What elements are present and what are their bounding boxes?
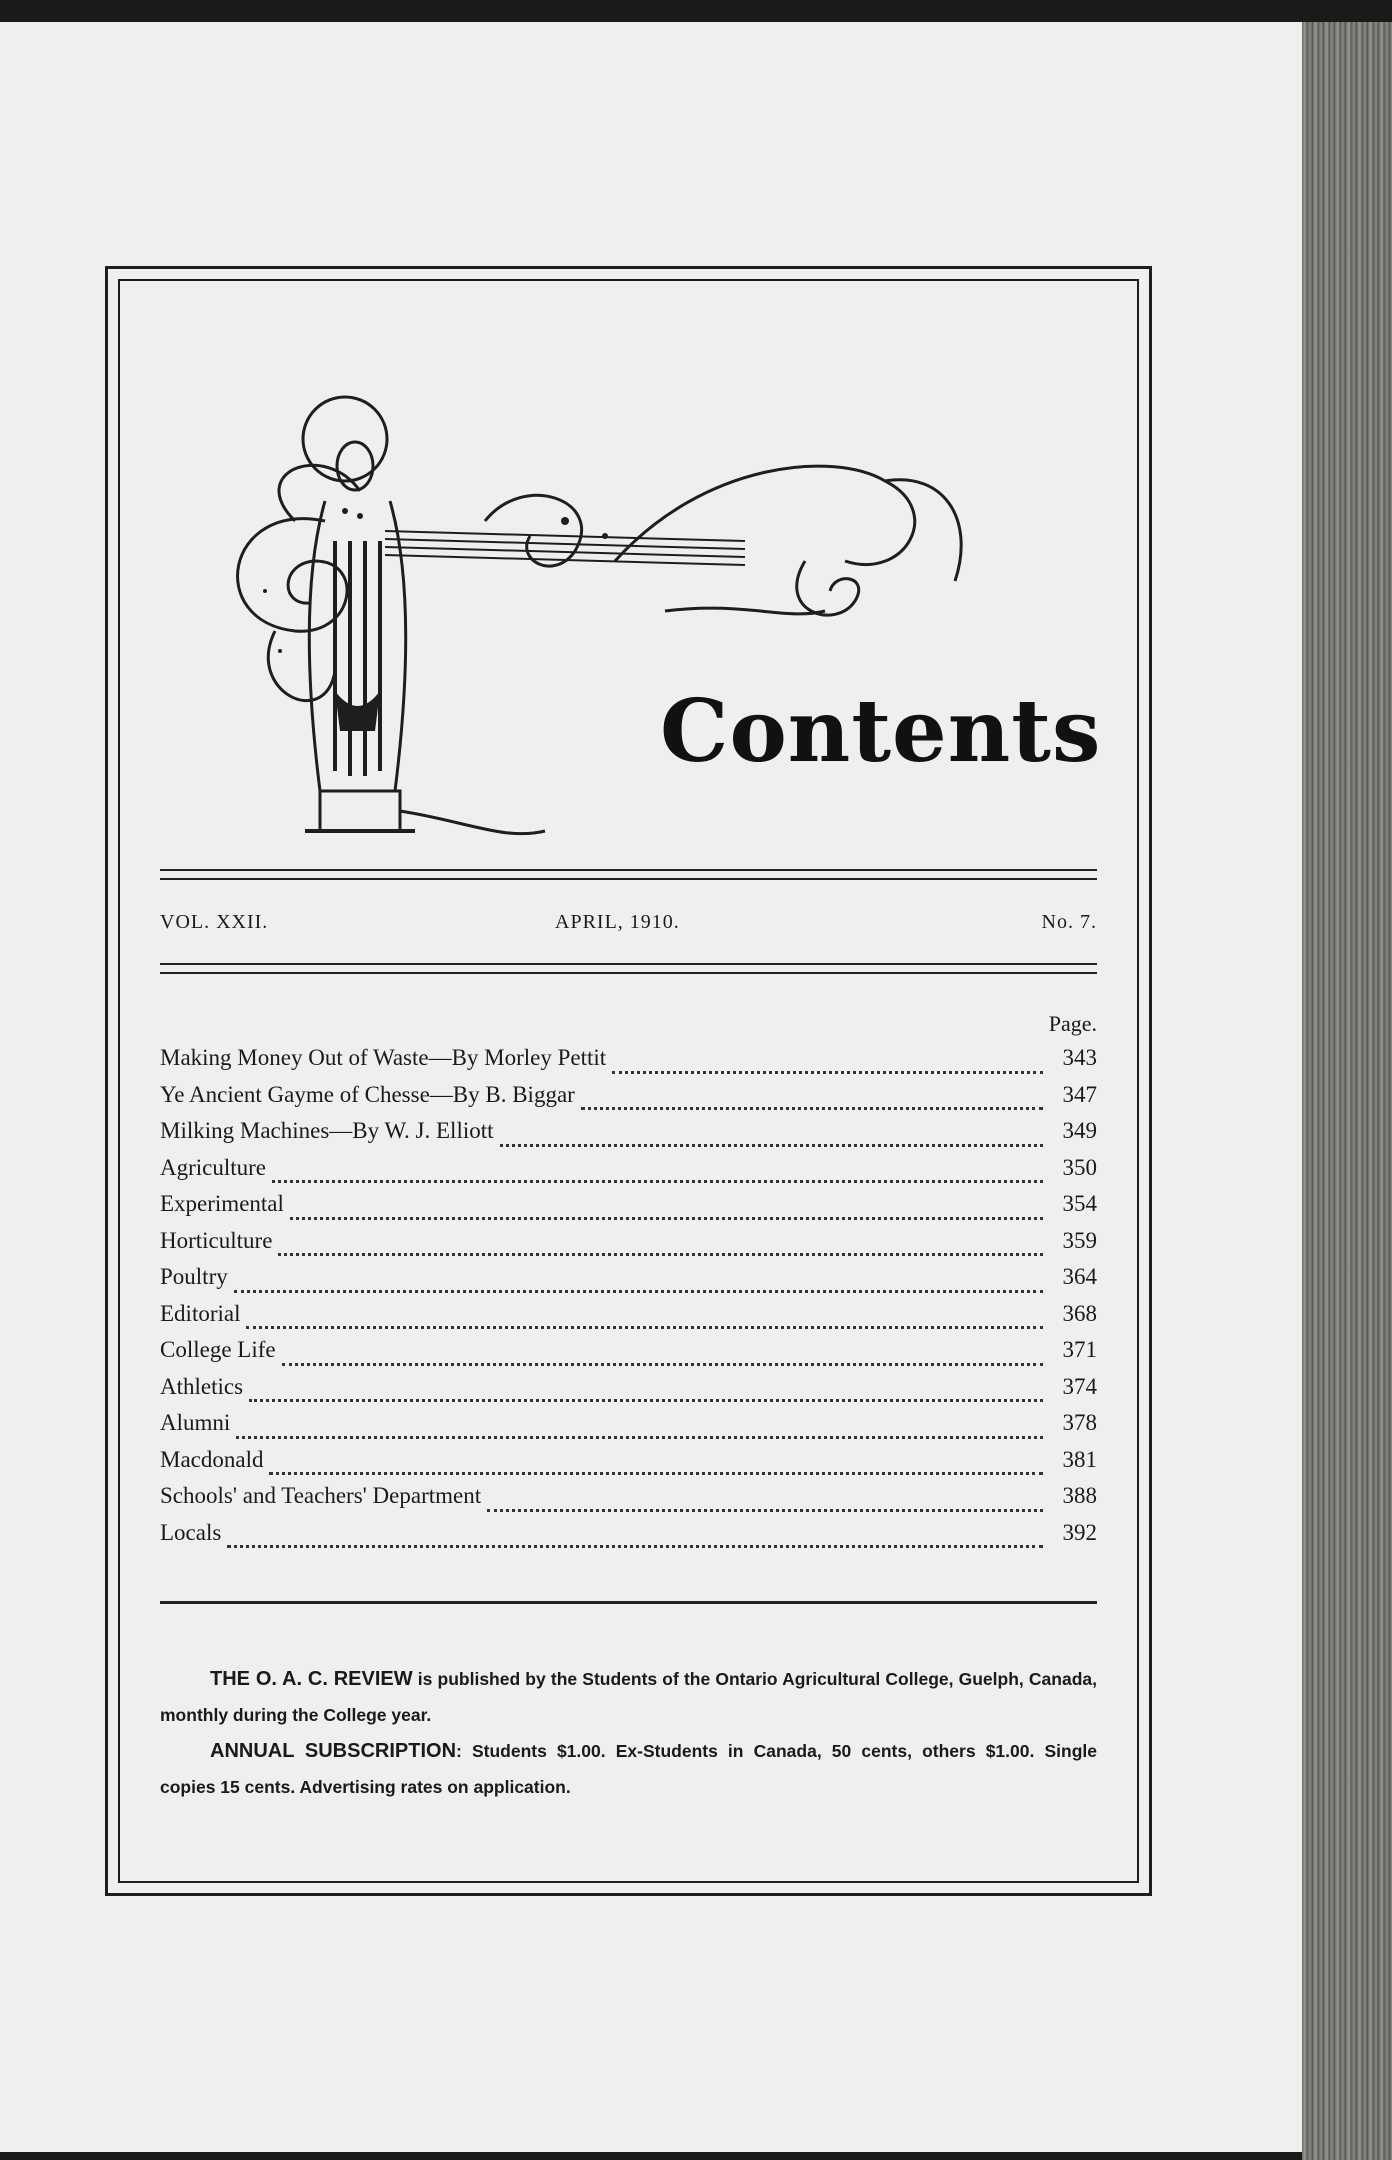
toc-entry [160,1337,1097,1374]
toc-entry-title: Alumni [160,1410,231,1435]
dot-leader [278,1253,1043,1256]
dot-leader [612,1071,1043,1074]
toc-entry-page: 354 [1062,1191,1097,1216]
toc-entry-page: 359 [1062,1227,1097,1253]
page-column-header: Page. [1048,1011,1097,1036]
toc-entry [160,1301,1097,1338]
table-of-contents [160,1045,1097,1556]
toc-entry-title: Agriculture [160,1154,267,1180]
toc-entry-page: 349 [1062,1118,1097,1143]
toc-entry-page: 364 [1062,1264,1097,1289]
dot-leader [236,1436,1043,1439]
toc-entry-title: Experimental [160,1191,284,1216]
toc-entry [160,1520,1097,1557]
toc-entry [160,1374,1097,1411]
inner-border [118,279,1139,1883]
dot-leader [269,1472,1043,1475]
toc-entry-title: Horticulture [160,1227,273,1253]
dot-leader [487,1509,1043,1512]
toc-entry-page: 381 [1062,1446,1097,1472]
publication-text: is published by the Students of the Ontario Agricultural College, Guelph, Canada, monthly during the College year. [160,1669,1097,1725]
toc-entry [160,1045,1097,1082]
toc-entry-title: Ye Ancient Gayme of Chesse—By B. Biggar [160,1081,575,1107]
toc-entry-title: Macdonald [160,1446,264,1472]
divider-top [160,869,1097,880]
subscription-text: : Students $1.00. Ex-Students in Canada, 50 cents, others $1.00. Single copies 15 cents. Advertising rates on application. [160,1741,1097,1797]
book-page-edges [1302,22,1392,2160]
toc-entry [160,1483,1097,1520]
toc-entry [160,1228,1097,1265]
dot-leader [234,1290,1043,1293]
toc-entry-title: College Life [160,1337,276,1362]
subscription-notice [160,1733,1097,1805]
toc-entry-page: 350 [1062,1154,1097,1180]
toc-entry-title: Making Money Out of Waste—By Morley Pettit [160,1045,607,1070]
toc-entry-title: Locals [160,1519,222,1545]
toc-entry [160,1118,1097,1155]
toc-entry-title: Milking Machines—By W. J. Elliott [160,1118,494,1143]
issue-number: No. 7. [1041,911,1097,933]
dot-leader [272,1180,1043,1183]
toc-entry-page: 368 [1062,1300,1097,1326]
subscription-heading: ANNUAL SUBSCRIPTION [210,1740,457,1762]
toc-entry-page: 374 [1062,1373,1097,1399]
toc-entry-page: 392 [1062,1519,1097,1545]
divider-middle [160,963,1097,974]
toc-entry [160,1191,1097,1228]
page-title: Contents [660,681,1102,782]
toc-entry-title: Editorial [160,1300,241,1326]
toc-entry [160,1447,1097,1484]
dot-leader [290,1217,1043,1220]
toc-entry-page: 388 [1062,1483,1097,1508]
toc-entry-title: Schools' and Teachers' Department [160,1483,482,1508]
divider-bottom [160,1601,1097,1604]
page-border [105,266,1152,1896]
scanned-page [0,22,1302,2152]
toc-entry [160,1264,1097,1301]
toc-entry [160,1410,1097,1447]
publication-notice [160,1661,1097,1733]
volume: VOL. XXII. [160,911,269,933]
toc-entry-page: 378 [1062,1410,1097,1435]
toc-entry-title: Poultry [160,1264,228,1289]
dot-leader [246,1326,1043,1329]
toc-entry-page: 371 [1062,1337,1097,1362]
publication-name: THE O. A. C. REVIEW [210,1668,413,1690]
toc-entry-title: Athletics [160,1373,244,1399]
toc-entry [160,1082,1097,1119]
toc-entry-page: 343 [1062,1045,1097,1070]
dot-leader [581,1107,1043,1110]
dot-leader [282,1363,1043,1366]
dot-leader [500,1144,1043,1147]
dot-leader [249,1399,1043,1402]
toc-entry [160,1155,1097,1192]
issue-date: APRIL, 1910. [555,911,680,933]
issue-info [160,911,1097,947]
dot-leader [227,1545,1043,1548]
toc-entry-page: 347 [1062,1081,1097,1107]
